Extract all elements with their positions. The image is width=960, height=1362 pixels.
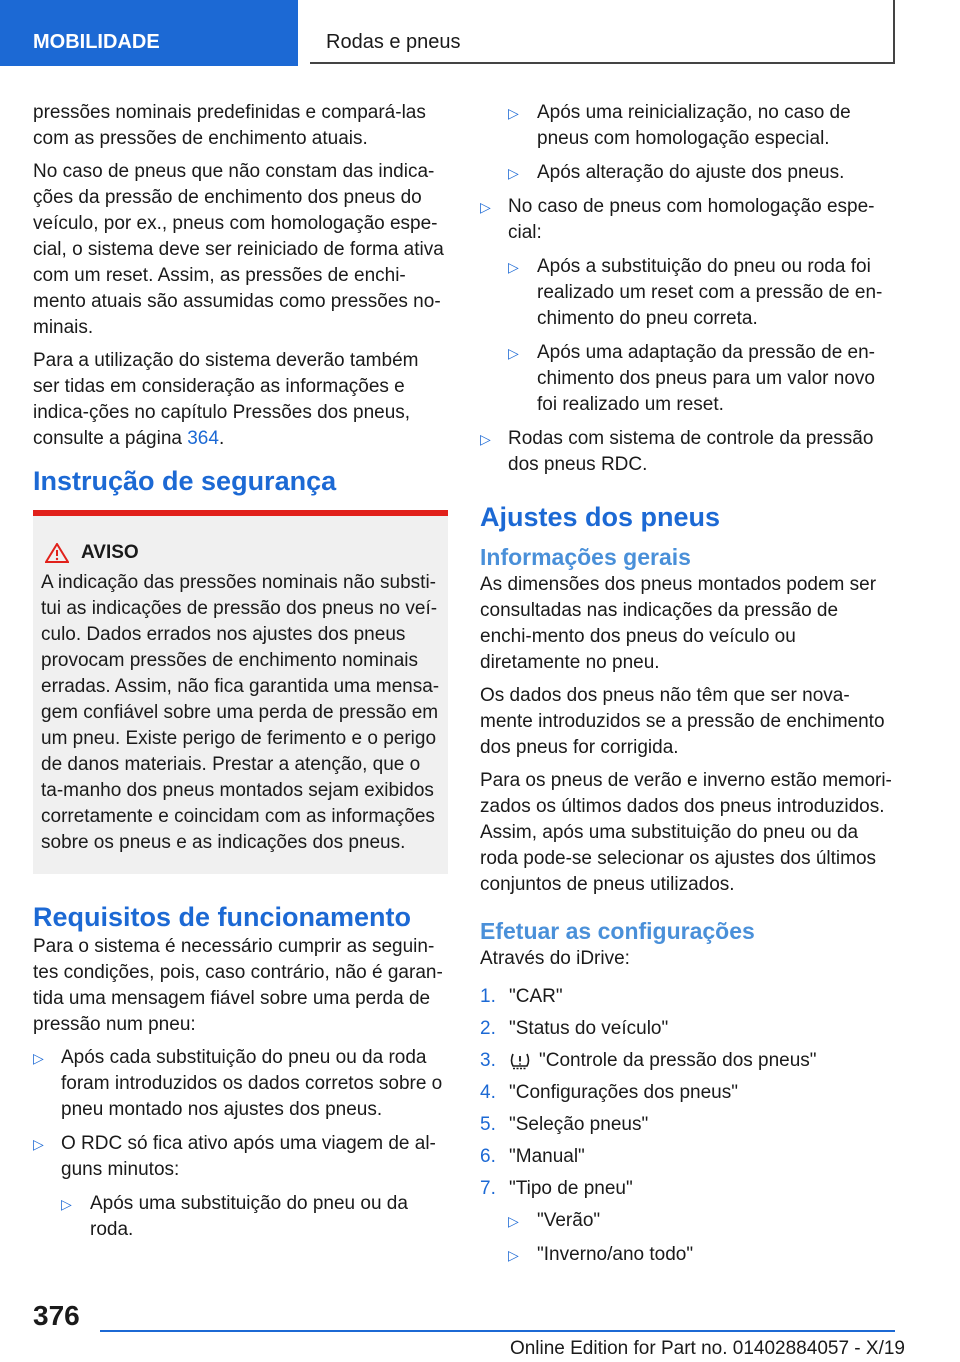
- left-column: [33, 100, 448, 1251]
- list-item: ▷ Após uma adaptação da pressão de en-chimento dos pneus para um valor novo foi realizado um reset.: [508, 342, 876, 415]
- triangle-right-icon: ▷: [508, 345, 519, 361]
- bullet-list: [33, 1045, 448, 1183]
- triangle-right-icon: ▷: [508, 259, 519, 275]
- list-item: ▷ Após alteração do ajuste dos pneus.: [508, 160, 895, 186]
- tire-pressure-icon: [509, 1052, 531, 1070]
- warning-title: AVISO: [41, 540, 440, 566]
- triangle-right-icon: ▷: [33, 1050, 44, 1066]
- list-item: ▷ Após uma substituição do pneu ou da roda.: [61, 1193, 408, 1240]
- page-link[interactable]: 364: [187, 428, 219, 449]
- paragraph: pressões nominais predefinidas e compará-las com as pressões de enchimento atuais.: [33, 102, 426, 149]
- step-item: 5. "Seleção pneus": [480, 1114, 649, 1135]
- triangle-right-icon: ▷: [61, 1196, 72, 1212]
- sub-bullet-list: [508, 1208, 895, 1268]
- list-item: ▷ "Inverno/ano todo": [508, 1242, 895, 1268]
- warning-text: A indicação das pressões nominais não substi-tui as indicações de pressão dos pneus no veí-culo. Dados errados nos ajustes dos pneus provocam pressões de enchimento nominais erradas. Assim, não fica garantida uma mensa-gem confiável sobre uma perda de pressão em um pneu. Existe perigo de ferimento e o perigo de danos materiais. Prestar a atenção, que o ta-manho dos pneus montados sejam exibidos corretamente e coincidam com as informações sobre os pneus e as indicações dos pneus.: [41, 572, 440, 853]
- paragraph: Para o sistema é necessário cumprir as seguin-tes condições, pois, caso contrário, não é garan-tida uma mensagem fiável sobre uma perda de pressão num pneu:: [33, 936, 443, 1035]
- list-item: ▷ O RDC só fica ativo após uma viagem de al-guns minutos:: [33, 1133, 436, 1180]
- section-tab: MOBILIDADE: [0, 0, 298, 66]
- heading-safety: Instrução de segurança: [33, 466, 337, 496]
- footer-edition: Online Edition for Part no. 01402884057 - X/19: [509, 1338, 905, 1359]
- sub-bullet-list: [508, 100, 895, 186]
- bullet-list: [480, 426, 895, 478]
- triangle-right-icon: ▷: [480, 431, 491, 447]
- triangle-right-icon: ▷: [508, 165, 519, 181]
- chapter-title: Rodas e pneus: [310, 0, 895, 64]
- list-item: ▷ No caso de pneus com homologação espe-cial:: [480, 196, 875, 243]
- warning-triangle-icon: [45, 543, 69, 563]
- list-item: ▷ Rodas com sistema de controle da pressão dos pneus RDC.: [480, 428, 874, 475]
- step-item: 6. "Manual": [480, 1146, 585, 1167]
- triangle-right-icon: ▷: [33, 1136, 44, 1152]
- paragraph: Para os pneus de verão e inverno estão memori-zados os últimos dados dos pneus introduzidos. Assim, após uma substituição do pneu ou da roda pode-se selecionar os ajustes dos últimos conjuntos de pneus utilizados.: [480, 770, 892, 895]
- paragraph: No caso de pneus que não constam das indica-ções da pressão de enchimento dos pneus do veículo, por ex., pneus com homologação espe-cial, o sistema deve ser reiniciado de forma ativa com um reset. Assim, as pressões de enchi-mento atuais são assumidas como pressões no-minais.: [33, 161, 444, 338]
- heading-config: Efetuar as configurações: [480, 918, 755, 944]
- paragraph: Os dados dos pneus não têm que ser nova-mente introduzidos se a pressão de enchimento dos pneus for corrigida.: [480, 685, 885, 758]
- page-number: 376: [33, 1300, 80, 1331]
- sub-bullet-list: [508, 254, 895, 418]
- right-column: [480, 100, 895, 1276]
- heading-adjustments: Ajustes dos pneus: [480, 502, 721, 532]
- list-item: ▷ Após cada substituição do pneu ou da roda foram introduzidos os dados corretos sobre o pneu montado nos ajustes dos pneus.: [33, 1047, 443, 1120]
- paragraph: Para a utilização do sistema deverão também ser tidas em consideração as informações e indica-ções no capítulo Pressões dos pneus, consulte a página 364.: [33, 350, 419, 449]
- list-item: ▷ Após a substituição do pneu ou roda foi realizado um reset com a pressão de en-chimento do pneu correta.: [508, 256, 883, 329]
- footer-divider: [100, 1330, 895, 1332]
- paragraph: Através do iDrive:: [480, 948, 630, 969]
- list-item: ▷ Após uma reinicialização, no caso de pneus com homologação especial.: [508, 102, 851, 149]
- step-item: 2. "Status do veículo": [480, 1018, 669, 1039]
- triangle-right-icon: ▷: [508, 105, 519, 121]
- step-item: 4. "Configurações dos pneus": [480, 1082, 738, 1103]
- sub-bullet-list: [61, 1191, 448, 1243]
- heading-requirements: Requisitos de funcionamento: [33, 902, 412, 932]
- triangle-right-icon: ▷: [508, 1213, 519, 1229]
- heading-general: Informações gerais: [480, 544, 691, 570]
- triangle-right-icon: ▷: [508, 1247, 519, 1263]
- step-item: 1. "CAR": [480, 986, 563, 1007]
- triangle-right-icon: ▷: [480, 199, 491, 215]
- paragraph: As dimensões dos pneus montados podem ser consultadas nas indicações da pressão de enchi-mento dos pneus do veículo ou diretamente no pneu.: [480, 574, 877, 673]
- bullet-list: [480, 194, 895, 246]
- steps-list: [480, 984, 895, 1202]
- list-item: ▷ "Verão": [508, 1208, 895, 1234]
- warning-box: [33, 510, 448, 874]
- step-item: 7. "Tipo de pneu": [480, 1178, 633, 1199]
- step-item: 3. "Controle da pressão dos pneus": [480, 1050, 817, 1071]
